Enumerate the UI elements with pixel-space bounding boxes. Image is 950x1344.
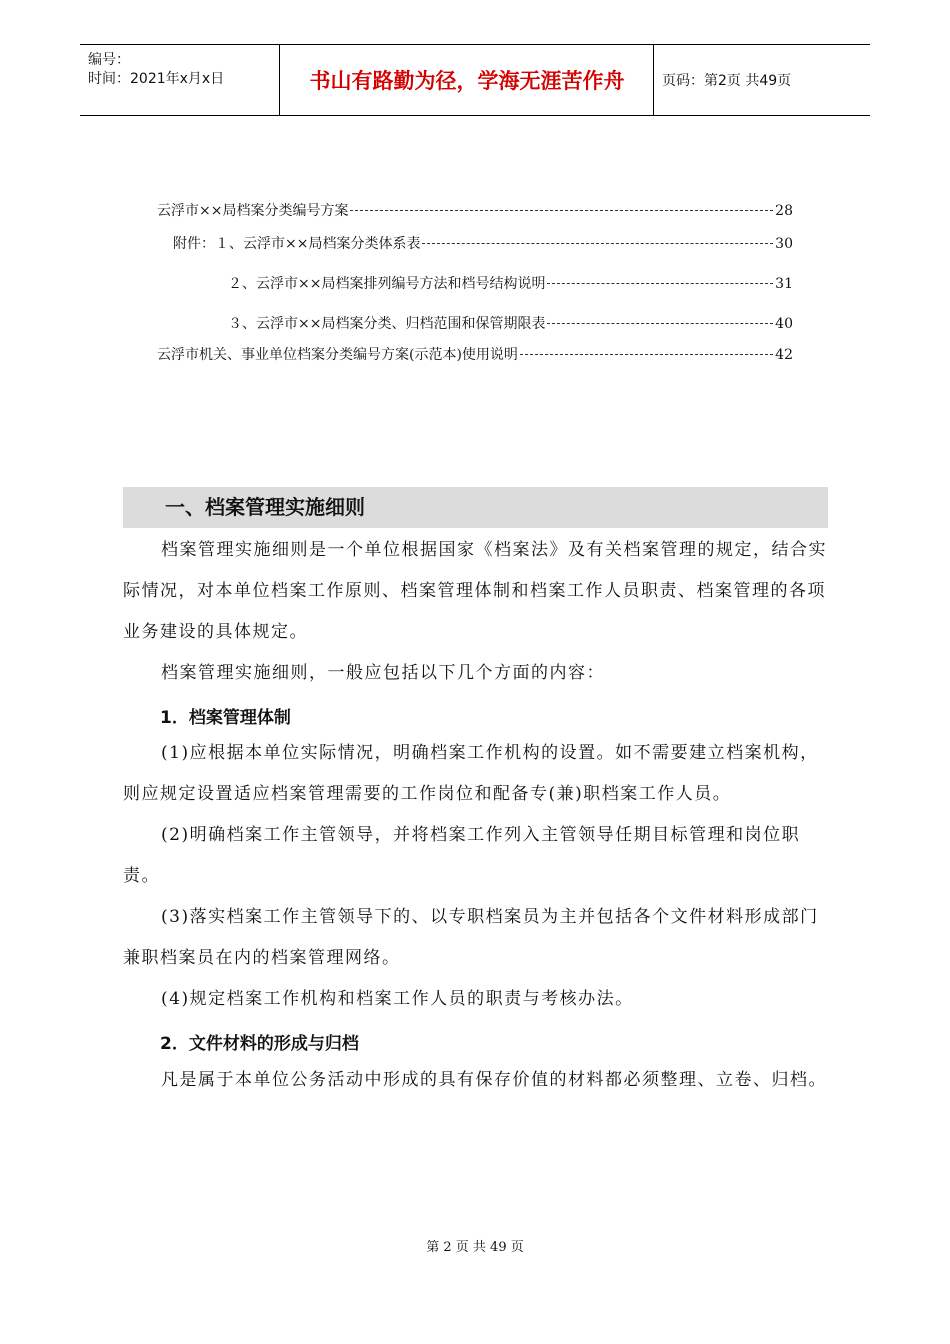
toc-page: 28 xyxy=(775,203,793,219)
toc-leader xyxy=(547,283,773,284)
toc-row[interactable] xyxy=(157,344,793,364)
page-footer: 第 2 页 共 49 页 xyxy=(426,1240,524,1255)
toc-row[interactable] xyxy=(228,273,793,293)
toc-title: 云浮市××局档案分类编号方案 xyxy=(157,203,349,219)
list-item: (3)落实档案工作主管领导下的、以专职档案员为主并包括各个文件材料形成部门兼职档案员在内的档案管理网络。 xyxy=(123,907,819,968)
page-header xyxy=(80,44,870,116)
header-page-info: 页码：第2页 共49页 xyxy=(662,73,792,89)
list-item: (4)规定档案工作机构和档案工作人员的职责与考核办法。 xyxy=(161,989,634,1009)
list-item: (2)明确档案工作主管领导，并将档案工作列入主管领导任期目标管理和岗位职责。 xyxy=(123,825,801,886)
toc-page: 31 xyxy=(775,276,793,292)
toc-leader xyxy=(547,323,773,324)
intro-paragraph: 档案管理实施细则是一个单位根据国家《档案法》及有关档案管理的规定，结合实际情况，对本单位档案工作原则、档案管理体制和档案工作人员职责、档案管理的各项业务建设的具体规定。 xyxy=(123,540,827,642)
header-meta xyxy=(80,45,280,115)
toc-row[interactable] xyxy=(157,200,793,220)
toc-page: 30 xyxy=(775,236,793,252)
toc-leader xyxy=(520,354,773,355)
toc-title: 云浮市机关、事业单位档案分类编号方案(示范本)使用说明 xyxy=(157,347,518,363)
closing-paragraph: 凡是属于本单位公务活动中形成的具有保存价值的材料都必须整理、立卷、归档。 xyxy=(161,1070,827,1090)
toc-page: 42 xyxy=(775,347,793,363)
header-motto: 书山有路勤为径，学海无涯苦作舟 xyxy=(281,45,654,115)
section-title: 一、档案管理实施细则 xyxy=(123,487,828,528)
list-item: (1)应根据本单位实际情况，明确档案工作机构的设置。如不需要建立档案机构，则应规定设置适应档案管理需要的工作岗位和配备专(兼)职档案工作人员。 xyxy=(123,743,819,804)
toc-leader xyxy=(350,210,773,211)
subheading-1: 1．档案管理体制 xyxy=(160,708,291,728)
subheading-2: 2．文件材料的形成与归档 xyxy=(160,1034,359,1054)
time-label: 时间：2021年x月x日 xyxy=(88,71,225,87)
toc-title: ２、云浮市××局档案排列编号方法和档号结构说明 xyxy=(228,276,546,292)
toc-row[interactable] xyxy=(228,313,793,333)
toc-row[interactable] xyxy=(173,233,793,253)
number-label: 编号： xyxy=(88,52,130,68)
toc-title: ３、云浮市××局档案分类、归档范围和保管期限表 xyxy=(228,316,546,332)
intro-paragraph-2: 档案管理实施细则，一般应包括以下几个方面的内容： xyxy=(161,663,605,683)
toc-leader xyxy=(422,243,773,244)
toc-title: 附件：１、云浮市××局档案分类体系表 xyxy=(173,236,421,252)
toc-page: 40 xyxy=(775,316,793,332)
